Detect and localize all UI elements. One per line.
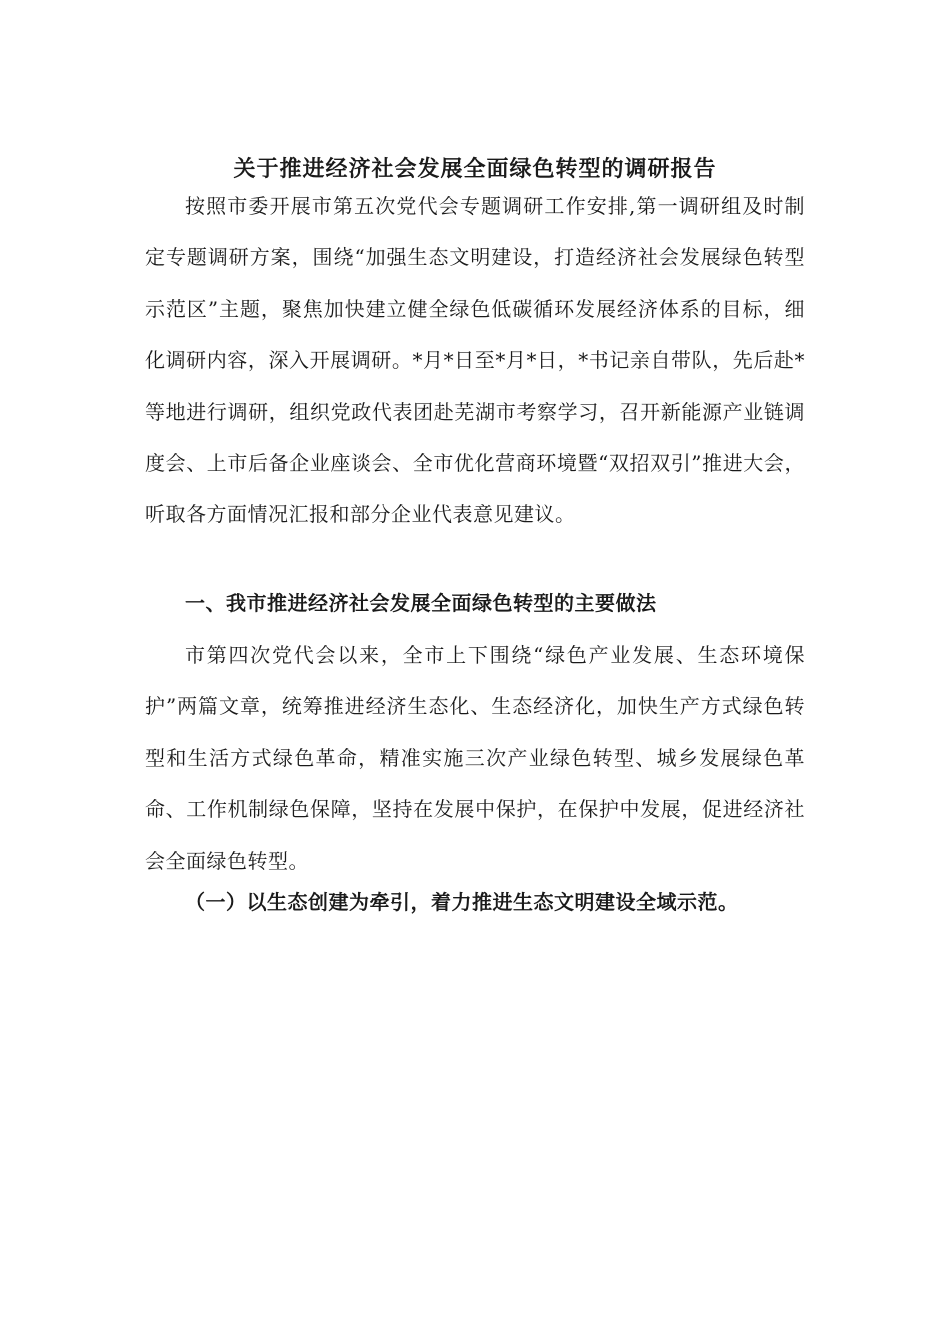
intro-paragraph: 按照市委开展市第五次党代会专题调研工作安排,第一调研组及时制定专题调研方案，围绕“加强生态文明建设，打造经济社会发展绿色转型示范区”主题，聚焦加快建立健全绿色低碳循环发展经济体系的目标，细化调研内容，深入开展调研。*月*日至*月*日，*书记亲自带队，先后赴*等地进行调研，组织党政代表团赴芜湖市考察学习，召开新能源产业链调度会、上市后备企业座谈会、全市优化营商环境暨“双招双引”推进大会，听取各方面情况汇报和部分企业代表意见建议。 bbox=[145, 194, 805, 527]
section-heading-1: 一、我市推进经济社会发展全面绿色转型的主要做法 bbox=[185, 591, 657, 615]
subsection-heading-1: （一）以生态创建为牵引，着力推进生态文明建设全域示范。 bbox=[185, 890, 739, 914]
section-1-paragraph: 市第四次党代会以来，全市上下围绕“绿色产业发展、生态环境保护”两篇文章，统筹推进经济生态化、生态经济化，加快生产方式绿色转型和生活方式绿色革命，精准实施三次产业绿色转型、城乡发展绿色革命、工作机制绿色保障，坚持在发展中保护，在保护中发展，促进经济社会全面绿色转型。 bbox=[145, 643, 805, 873]
document-title: 关于推进经济社会发展全面绿色转型的调研报告 bbox=[233, 155, 717, 182]
